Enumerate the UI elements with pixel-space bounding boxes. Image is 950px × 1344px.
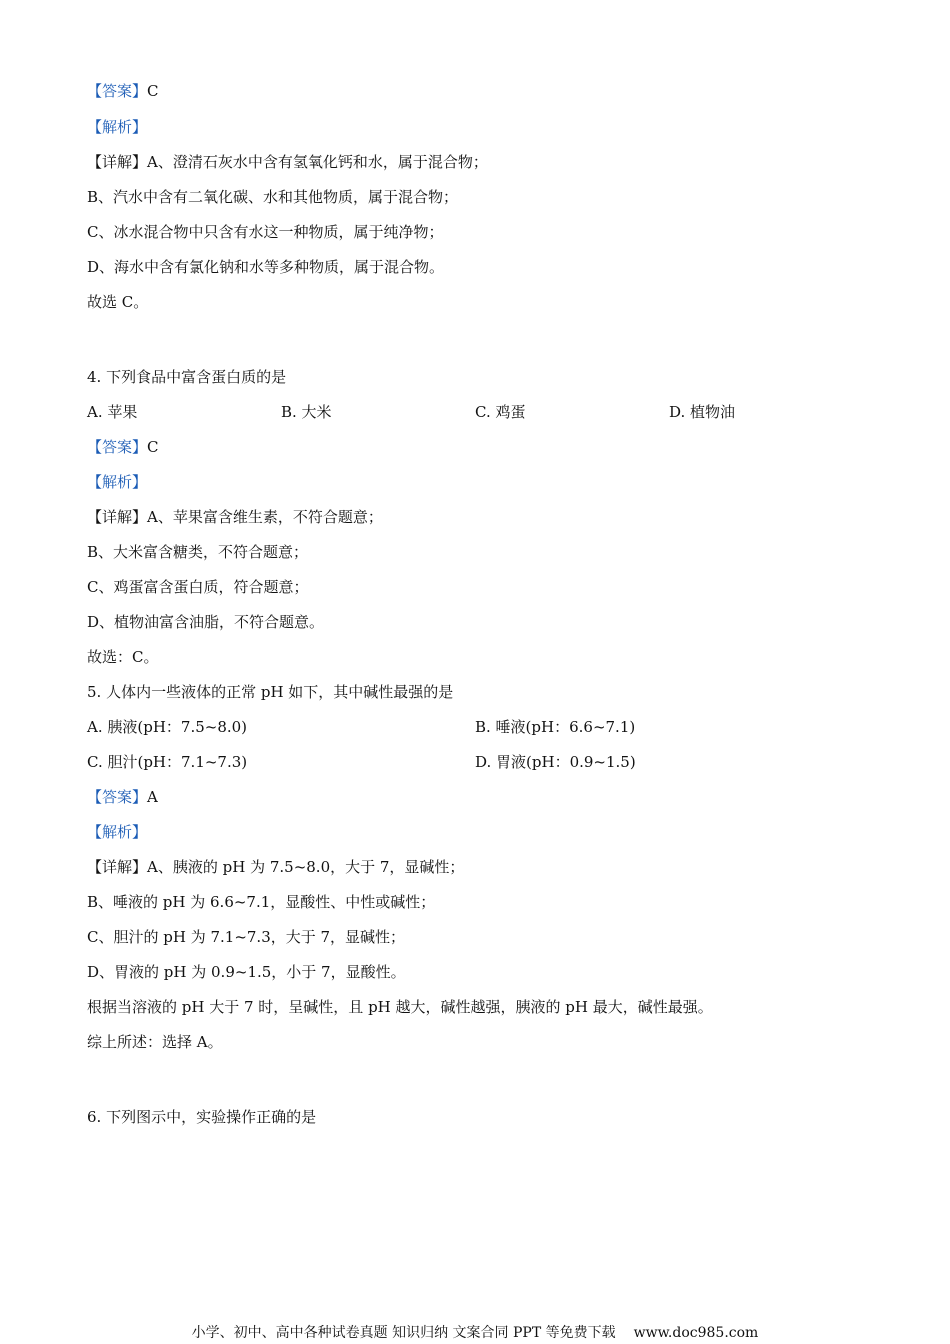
q3-conclusion: 故选 C。 (87, 293, 149, 311)
detail-text: A、澄清石灰水中含有氢氧化钙和水，属于混合物； (147, 153, 488, 171)
footer-text: 小学、初中、高中各种试卷真题 知识归纳 文案合同 PPT 等免费下载 (191, 1325, 616, 1341)
q3-detail-line (87, 152, 488, 172)
answer-value: A (147, 788, 158, 806)
answer-value: C (147, 438, 159, 456)
q3-explanation-d: D、海水中含有氯化钠和水等多种物质，属于混合物。 (87, 258, 445, 276)
answer-tag: 【答案】 (87, 438, 148, 456)
q4-option-c: C. 鸡蛋 (475, 403, 526, 421)
q3-explanation-b: B、汽水中含有二氧化碳、水和其他物质，属于混合物； (87, 188, 459, 206)
q3-analysis-tag: 【解析】 (87, 118, 148, 136)
q5-reasoning: 根据当溶液的 pH 大于 7 时，呈碱性，且 pH 越大，碱性越强，胰液的 pH 最大，碱性最强。 (87, 998, 713, 1016)
q5-detail-line (87, 857, 464, 877)
detail-text: A、胰液的 pH 为 7.5~8.0，大于 7，显碱性； (147, 858, 465, 876)
q3-explanation-c: C、冰水混合物中只含有水这一种物质，属于纯净物； (87, 223, 444, 241)
q5-conclusion: 综上所述：选择 A。 (87, 1033, 223, 1051)
q5-option-b: B. 唾液(pH：6.6~7.1) (475, 718, 636, 736)
q5-analysis-tag: 【解析】 (87, 823, 148, 841)
q5-explanation-c: C、胆汁的 pH 为 7.1~7.3，大于 7，显碱性； (87, 928, 406, 946)
q5-explanation-d: D、胃液的 pH 为 0.9~1.5，小于 7，显酸性。 (87, 963, 406, 981)
q4-question: 4. 下列食品中富含蛋白质的是 (87, 368, 287, 386)
q3-answer (87, 81, 159, 101)
q4-option-d: D. 植物油 (669, 403, 736, 421)
q4-answer (87, 437, 159, 457)
q4-option-b: B. 大米 (281, 403, 332, 421)
q6-question: 6. 下列图示中，实验操作正确的是 (87, 1108, 317, 1126)
detail-tag: 【详解】 (87, 508, 148, 526)
answer-tag: 【答案】 (87, 82, 148, 100)
footer-site-link[interactable]: www.doc985.com (633, 1325, 759, 1341)
q5-option-c: C. 胆汁(pH：7.1~7.3) (87, 753, 248, 771)
q4-explanation-c: C、鸡蛋富含蛋白质，符合题意； (87, 578, 309, 596)
q4-explanation-d: D、植物油富含油脂，不符合题意。 (87, 613, 325, 631)
answer-value: C (147, 82, 159, 100)
q4-detail-line (87, 507, 383, 527)
q5-option-a: A. 胰液(pH：7.5~8.0) (87, 718, 248, 736)
q4-analysis-tag: 【解析】 (87, 473, 148, 491)
q4-option-a: A. 苹果 (87, 403, 138, 421)
detail-tag: 【详解】 (87, 858, 148, 876)
q5-question: 5. 人体内一些液体的正常 pH 如下，其中碱性最强的是 (87, 683, 454, 701)
detail-text: A、苹果富含维生素，不符合题意； (147, 508, 383, 526)
q5-explanation-b: B、唾液的 pH 为 6.6~7.1，显酸性、中性或碱性； (87, 893, 436, 911)
answer-tag: 【答案】 (87, 788, 148, 806)
q4-explanation-b: B、大米富含糖类，不符合题意； (87, 543, 309, 561)
q5-answer (87, 787, 158, 807)
q4-conclusion: 故选：C。 (87, 648, 159, 666)
detail-tag: 【详解】 (87, 153, 148, 171)
page-footer (0, 1324, 950, 1342)
q5-option-d: D. 胃液(pH：0.9~1.5) (475, 753, 636, 771)
